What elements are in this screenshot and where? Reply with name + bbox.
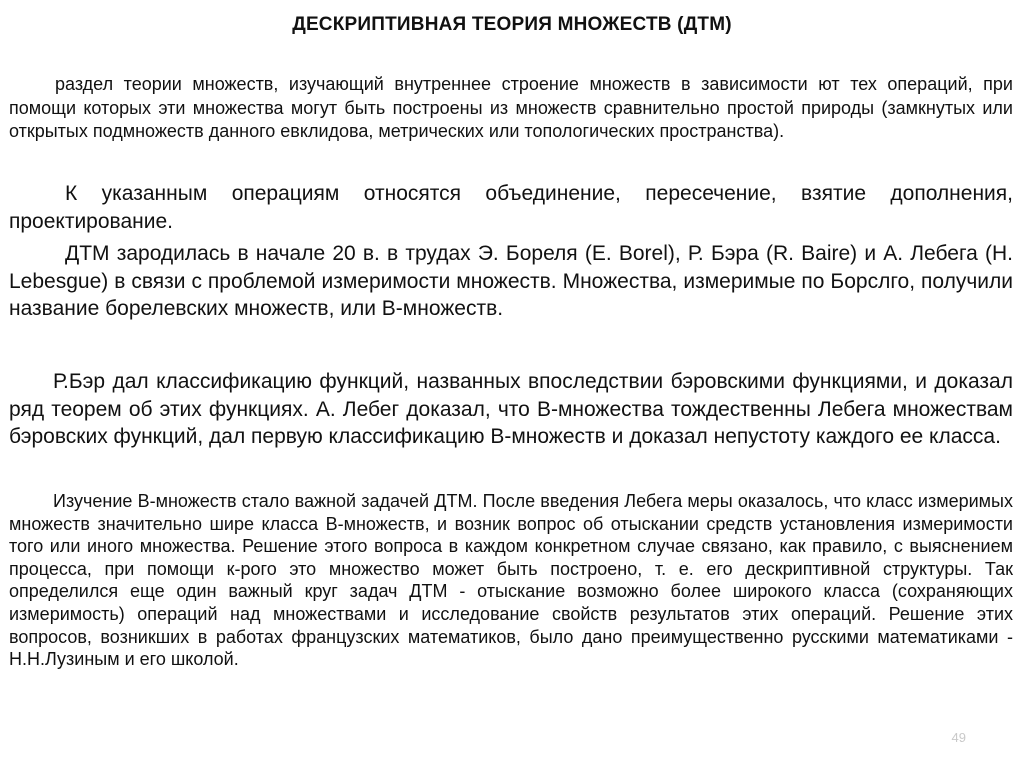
paragraph-text: К указанным операциям относятся объединение, пересечение, взятие дополнения, проектирование. [9,182,1013,233]
paragraph-text: ДТМ зародилась в начале 20 в. в трудах Э. Бореля (Е. Borel), Р. Бэра (R. Baire) и А. Лебега (Н. Lebesgue) в связи с проблемой измеримости множеств. Множества, измеримые по Борслго, получили название борелевских множеств, или В-множеств. [9,242,1013,320]
paragraph-origin [9,240,1013,323]
paragraph-study [9,490,1013,671]
paragraph-text: Изучение В-множеств стало важной задачей ДТМ. После введения Лебега меры оказалось, что класс измеримых множеств значительно шире класса В-множеств, и возник вопрос об отыскании средств установления измеримости того или иного множества. Решение этого вопроса в каждом конкретном случае связано, как правило, с выяснением процесса, при помощи к-рого это множество может быть построено, т. е. его дескриптивной структуры. Так определился еще один важный круг задач ДТМ - отыскание возможно более широкого класса (сохраняющих измеримость) операций над множествами и исследование свойств результатов этих операций. Решение этих вопросов, возникших в работах французских математиков, было дано преимущественно русскими математиками - Н.Н.Лузиным и его школой. [9,491,1013,670]
paragraph-baire [9,368,1013,451]
page-number: 49 [951,730,966,745]
slide-title: ДЕСКРИПТИВНАЯ ТЕОРИЯ МНОЖЕСТВ (ДТМ) [292,14,732,35]
paragraph-definition [9,73,1013,144]
paragraph-text: Р.Бэр дал классификацию функций, названных впоследствии бэровскими функциями, и доказал ряд теорем об этих функциях. А. Лебег доказал, что В-множества тождественны Лебега множествам бэровских функций, дал первую классификацию В-множеств и доказал непустоту каждого ее класса. [9,370,1013,448]
paragraph-text: раздел теории множеств, изучающий внутреннее строение множеств в зависимости ют тех операций, при помощи которых эти множества могут быть построены из множеств сравнительно простой природы (замкнутых или открытых подмножеств данного евклидова, метрических или топологических пространства). [9,74,1013,141]
paragraph-operations [9,180,1013,235]
